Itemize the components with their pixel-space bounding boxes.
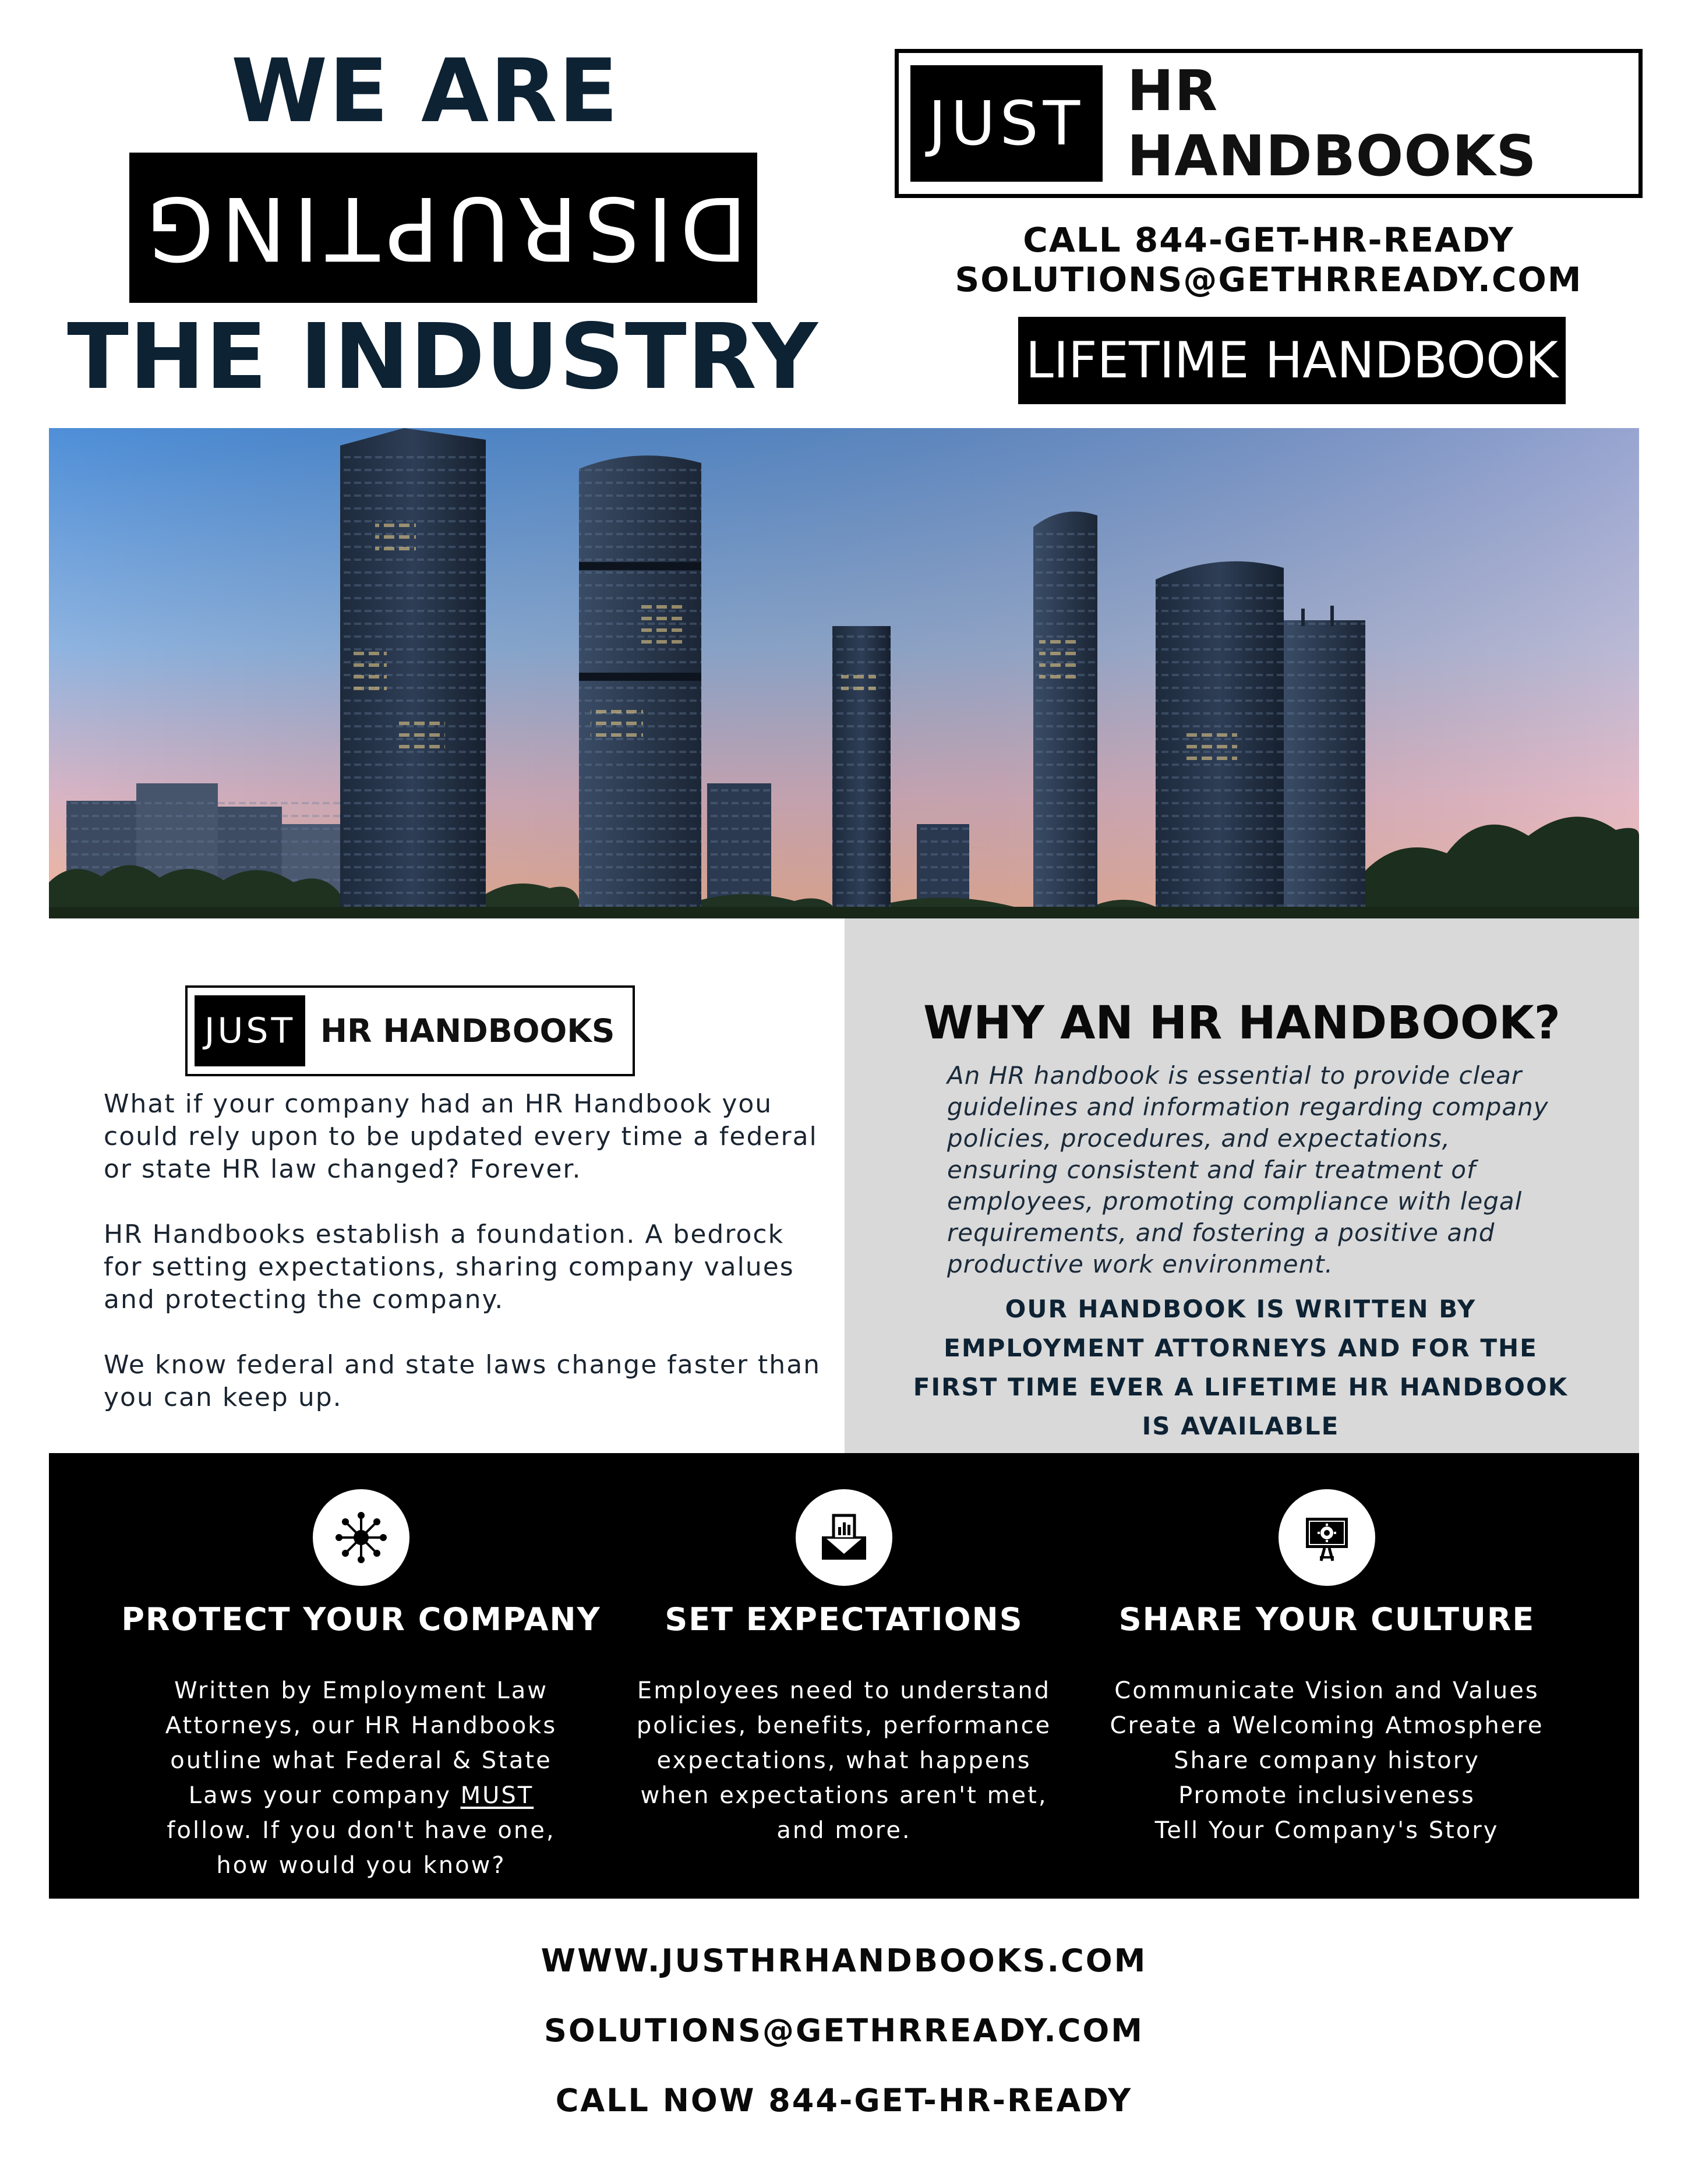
logo-just: JUST	[910, 65, 1103, 182]
disrupting-text: DISRUPTING	[139, 177, 747, 278]
feature-protect-line: Written by Employment Law	[174, 1677, 548, 1704]
logo-hr-handbooks: HR HANDBOOKS	[1126, 58, 1537, 189]
feature-protect-line: outline what Federal & State	[170, 1747, 552, 1774]
feature-protect	[116, 1453, 606, 1899]
why-title: WHY AN HR HANDBOOK?	[923, 997, 1560, 1049]
feature-culture-line: Tell Your Company's Story	[1154, 1817, 1499, 1844]
lifetime-handbook-badge: LIFETIME HANDBOOK	[1018, 317, 1566, 404]
feature-expectations-line: and more.	[776, 1817, 912, 1844]
feature-expectations-title: SET EXPECTATIONS	[665, 1601, 1023, 1638]
city-skyline-photo	[49, 428, 1639, 918]
headline-the-industry: THE INDUSTRY	[67, 304, 818, 409]
intro-text	[104, 1088, 832, 1447]
headline-we-are: WE ARE	[231, 41, 620, 142]
feature-protect-line: how would you know?	[216, 1852, 506, 1879]
feature-expectations-line: policies, benefits, performance	[636, 1712, 1052, 1739]
why-attorneys-statement: OUR HANDBOOK IS WRITTEN BY EMPLOYMENT ATTORNEYS AND FOR THE FIRST TIME EVER A LIFETIME HR HANDBOOK IS AVAILABLE	[913, 1295, 1569, 1440]
why-body: An HR handbook is essential to provide clear guidelines and information regarding company policies, procedures, and expectations, ensuring consistent and fair treatment of employees, promoting compliance with legal requirements, and fostering a positive and productive work environment.	[947, 1061, 1549, 1278]
feature-expectations	[599, 1453, 1089, 1899]
feature-culture-line: Share company history	[1174, 1747, 1480, 1774]
brand-logo-small	[185, 985, 635, 1076]
feature-culture-line: Create a Welcoming Atmosphere	[1110, 1712, 1544, 1739]
network-virus-icon	[313, 1489, 409, 1586]
logo-just-small: JUST	[195, 995, 305, 1066]
feature-protect-line-text: Laws your company	[188, 1782, 461, 1809]
feature-expectations-line: Employees need to understand	[637, 1677, 1051, 1704]
footer-call-link[interactable]: CALL NOW 844-GET-HR-READY	[555, 2082, 1133, 2119]
brand-logo	[895, 49, 1643, 198]
footer-email-link[interactable]: SOLUTIONS@GETHRREADY.COM	[544, 2012, 1144, 2049]
feature-protect-body	[116, 1673, 606, 1883]
feature-protect-line	[116, 1778, 606, 1813]
must-emphasis: MUST	[460, 1782, 534, 1809]
feature-culture	[1082, 1453, 1572, 1899]
footer-website-link[interactable]: WWW.JUSTHRHANDBOOKS.COM	[541, 1942, 1147, 1979]
disrupting-banner	[129, 153, 757, 303]
feature-protect-line: follow. If you don't have one,	[167, 1817, 556, 1844]
feature-expectations-line: expectations, what happens	[656, 1747, 1032, 1774]
feature-culture-title: SHARE YOUR CULTURE	[1118, 1601, 1535, 1638]
feature-culture-body	[1082, 1673, 1572, 1848]
intro-paragraph-1: What if your company had an HR Handbook you could rely upon to be updated every time a federal or state HR law changed? Forever.	[104, 1089, 818, 1184]
call-phone-top[interactable]: CALL 844-GET-HR-READY	[1023, 220, 1514, 260]
presentation-gear-icon	[1279, 1489, 1375, 1586]
feature-expectations-body	[599, 1673, 1089, 1848]
feature-expectations-line: when expectations aren't met,	[640, 1782, 1048, 1809]
logo-hr-handbooks-small: HR HANDBOOKS	[320, 1012, 615, 1049]
feature-protect-line: Attorneys, our HR Handbooks	[165, 1712, 557, 1739]
email-top[interactable]: SOLUTIONS@GETHRREADY.COM	[955, 260, 1583, 299]
feature-culture-line: Communicate Vision and Values	[1114, 1677, 1539, 1704]
intro-paragraph-3: We know federal and state laws change faster than you can keep up.	[104, 1350, 821, 1412]
feature-culture-line: Promote inclusiveness	[1178, 1782, 1475, 1809]
inbox-chart-icon	[796, 1489, 892, 1586]
intro-paragraph-2: HR Handbooks establish a foundation. A bedrock for setting expectations, sharing company values and protecting the company.	[104, 1220, 794, 1314]
feature-protect-title: PROTECT YOUR COMPANY	[121, 1601, 601, 1638]
